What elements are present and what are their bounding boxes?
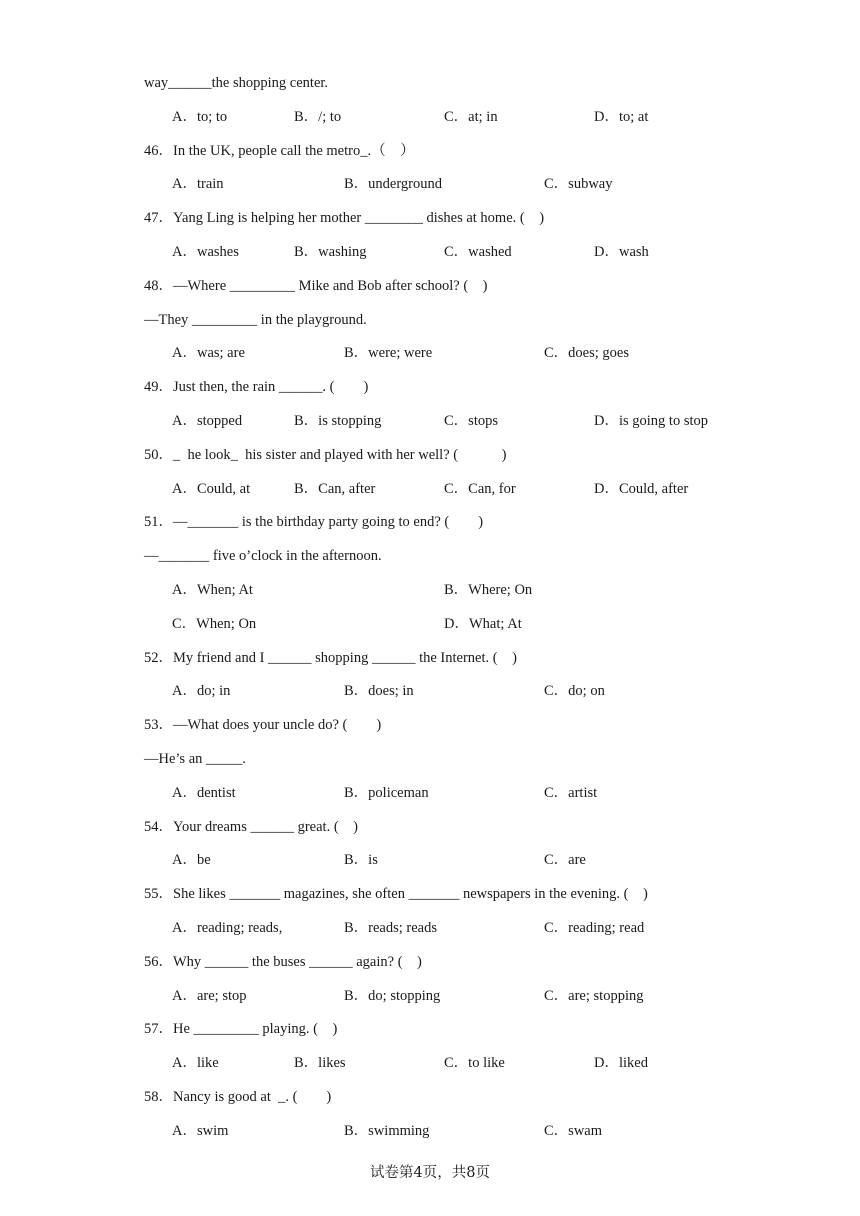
answer-option: D．to; at	[594, 108, 649, 125]
answer-option: A．do; in	[172, 683, 231, 700]
answer-option: D．wash	[594, 244, 649, 260]
question-text: 53．—What does your uncle do? ( )	[144, 717, 382, 734]
answer-option: B．likes	[294, 1055, 346, 1072]
answer-option: B．/; to	[294, 108, 342, 125]
question-text: 56．Why ______ the buses ______ again? ( )	[144, 953, 422, 970]
answer-option: A．to; to	[172, 108, 228, 125]
answer-option: C．are	[544, 852, 586, 869]
answer-options-row	[172, 581, 772, 599]
answer-options-row	[172, 615, 772, 633]
question-text: 47．Yang Ling is helping her mother ________ dishes at home. ( )	[144, 210, 545, 227]
answer-options-row	[172, 175, 772, 193]
answer-option: C．stops	[444, 413, 498, 429]
question-text: 52．My friend and I ______ shopping ______ the Internet. ( )	[144, 649, 517, 666]
answer-option: B．is	[344, 852, 378, 869]
answer-option: B．underground	[344, 176, 443, 193]
answer-option: D．is going to stop	[594, 413, 708, 429]
question-text: 51．—_______ is the birthday party going to end? ( )	[144, 514, 484, 531]
answer-options-row	[172, 412, 772, 430]
answer-options-row	[172, 480, 772, 498]
answer-option: B．swimming	[344, 1122, 430, 1139]
answer-options-row	[172, 919, 772, 937]
answer-option: D．Could, after	[594, 480, 689, 497]
answer-option: A．swim	[172, 1122, 229, 1139]
answer-options-row	[172, 987, 772, 1005]
answer-option: A．was; are	[172, 345, 245, 362]
answer-option: B．were; were	[344, 345, 433, 362]
answer-option: C．washed	[444, 244, 512, 260]
question-text: 50．_ he look_ his sister and played with her well? ( )	[144, 446, 507, 463]
answer-options-row	[172, 784, 772, 802]
answer-option: C．to like	[444, 1055, 505, 1072]
answer-option: D．liked	[594, 1055, 648, 1072]
question-text: 46．In the UK, people call the metro_.（ ）	[144, 142, 415, 159]
question-text: 58．Nancy is good at _. ( )	[144, 1089, 332, 1105]
answer-option: C．swam	[544, 1122, 602, 1139]
answer-options-row	[172, 243, 772, 261]
question-text: —_______ five o’clock in the afternoon.	[144, 548, 382, 565]
answer-option: B．Can, after	[294, 480, 376, 497]
question-text: 55．She likes _______ magazines, she often _______ newspapers in the evening. ( )	[144, 886, 648, 903]
answer-option: B．do; stopping	[344, 987, 441, 1004]
answer-option: A．train	[172, 176, 224, 193]
answer-options-row	[172, 682, 772, 700]
answer-option: A．washes	[172, 244, 239, 260]
answer-option: C．artist	[544, 784, 598, 801]
answer-option: C．reading; read	[544, 920, 645, 936]
answer-option: B．washing	[294, 244, 367, 260]
answer-option: C．When; On	[172, 615, 257, 632]
question-text: 54．Your dreams ______ great. ( )	[144, 818, 358, 835]
question-text: 57．He _________ playing. ( )	[144, 1021, 338, 1038]
answer-option: A．reading; reads,	[172, 920, 283, 936]
answer-option: A．like	[172, 1055, 219, 1072]
question-text: 48．—Where _________ Mike and Bob after school? ( )	[144, 277, 488, 294]
question-text: way______the shopping center.	[144, 75, 329, 91]
answer-option: C．Can, for	[444, 480, 516, 497]
answer-option: D．What; At	[444, 615, 522, 632]
answer-option: A．When; At	[172, 582, 253, 598]
answer-option: A．are; stop	[172, 987, 247, 1004]
question-text: —He’s an _____.	[144, 751, 246, 767]
answer-option: A．be	[172, 852, 211, 869]
answer-option: A．dentist	[172, 784, 236, 801]
answer-option: B．does; in	[344, 683, 414, 700]
answer-option: A．stopped	[172, 413, 243, 429]
question-text: —They _________ in the playground.	[144, 311, 367, 328]
answer-option: C．are; stopping	[544, 987, 644, 1004]
answer-options-row	[172, 1122, 772, 1140]
answer-option: C．does; goes	[544, 345, 629, 362]
answer-option: B．Where; On	[444, 582, 533, 598]
answer-options-row	[172, 344, 772, 362]
answer-options-row	[172, 108, 772, 126]
answer-option: B．policeman	[344, 784, 429, 801]
answer-option: A．Could, at	[172, 480, 251, 497]
answer-options-row	[172, 851, 772, 869]
answer-option: C．subway	[544, 176, 613, 193]
answer-option: C．at; in	[444, 108, 498, 125]
answer-options-row	[172, 1054, 772, 1072]
page-footer: 试卷第4页，共8页	[370, 1165, 490, 1181]
answer-option: B．is stopping	[294, 413, 382, 429]
answer-option: C．do; on	[544, 683, 605, 700]
answer-option: B．reads; reads	[344, 920, 438, 936]
question-text: 49．Just then, the rain ______. ( )	[144, 379, 369, 396]
